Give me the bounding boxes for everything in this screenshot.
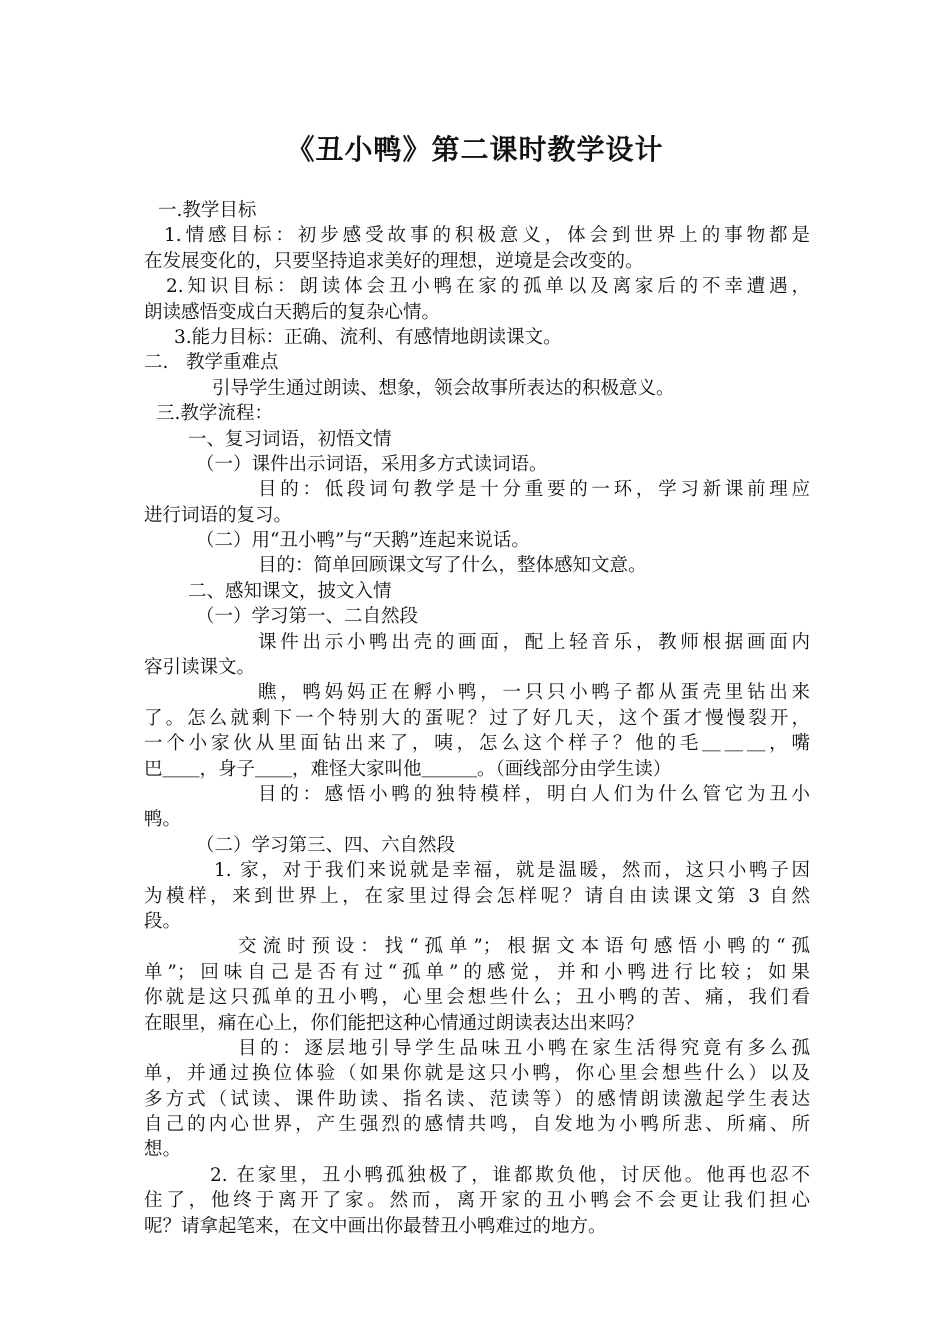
text-line: 朗读感悟变成白天鹅后的复杂心情。 — [144, 301, 441, 323]
text-line: 目的：逐层地引导学生品味丑小鸭在家生活得究竟有多么孤 — [238, 1037, 810, 1059]
text-line: 二. 教学重难点 — [144, 352, 279, 374]
text-line: 2.知识目标：朗读体会丑小鸭在家的孤单以及离家后的不幸遭遇， — [166, 276, 810, 298]
text-line: 1. 家，对于我们来说就是幸福，就是温暖，然而，这只小鸭子因 — [214, 860, 810, 882]
text-line: 在眼里，痛在心上，你们能把这种心情通过朗读表达出来吗？ — [144, 1012, 644, 1034]
text-line: 单，并通过换位体验（如果你就是这只小鸭，你心里会想些什么）以及 — [144, 1063, 810, 1085]
text-line: 进行词语的复习。 — [144, 504, 293, 526]
text-line: 你就是这只孤单的丑小鸭，心里会想些什么；丑小鸭的苦、痛，我们看 — [144, 987, 810, 1009]
text-line: 二、感知课文，披文入情 — [188, 580, 392, 602]
text-line: 在发展变化的，只要坚持追求美好的理想，逆境是会改变的。 — [144, 250, 644, 272]
text-line: 目的：简单回顾课文写了什么，整体感知文意。 — [258, 555, 647, 577]
text-line: 单”；回味自己是否有过“孤单”的感觉，并和小鸭进行比较；如果 — [144, 961, 810, 983]
text-line: 住了，他终于离开了家。然而，离开家的丑小鸭会不会更让我们担心 — [144, 1190, 810, 1212]
text-line: 交流时预设：找“孤单”；根据文本语句感悟小鸭的“孤 — [238, 936, 810, 958]
text-line: 多方式（试读、课件助读、指名读、范读等）的感情朗读激起学生表达 — [144, 1088, 810, 1110]
text-line: 目的：感悟小鸭的独特模样，明白人们为什么管它为丑小 — [258, 783, 810, 805]
text-line: 容引读课文。 — [144, 657, 256, 679]
text-line: 一个小家伙从里面钻出来了，咦，怎么这个样子？他的毛＿＿＿，嘴 — [144, 733, 810, 755]
text-line: 引导学生通过朗读、想象，领会故事所表达的积极意义。 — [212, 377, 675, 399]
text-line: （二）学习第三、四、六自然段 — [196, 834, 456, 856]
text-line: 一.教学目标 — [158, 200, 257, 221]
text-line: 课件出示小鸭出壳的画面，配上轻音乐，教师根据画面内 — [258, 631, 810, 653]
text-line: 瞧，鸭妈妈正在孵小鸭，一只只小鸭子都从蛋壳里钻出来 — [258, 682, 810, 704]
text-line: 巴＿＿，身子＿＿，难怪大家叫他＿＿＿。（画线部分由学生读） — [144, 758, 672, 780]
text-line: 段。 — [144, 910, 182, 932]
text-line: 为模样，来到世界上，在家里过得会怎样呢？请自由读课文第 3 自然 — [144, 885, 810, 907]
text-line: 呢？请拿起笔来，在文中画出你最替丑小鸭难过的地方。 — [144, 1215, 607, 1237]
text-line: 2. 在家里，丑小鸭孤独极了，谁都欺负他，讨厌他。他再也忍不 — [210, 1164, 810, 1186]
text-line: 鸭。 — [144, 809, 182, 831]
text-line: 1.情感目标：初步感受故事的积极意义，体会到世界上的事物都是 — [164, 225, 810, 247]
text-line: （二）用“丑小鸭”与“天鹅”连起来说话。 — [196, 530, 530, 552]
text-line: （一）学习第一、二自然段 — [196, 606, 419, 628]
text-line: 一、复习词语，初悟文情 — [188, 428, 392, 450]
text-line: 自己的内心世界，产生强烈的感情共鸣，自发地为小鸭所悲、所痛、所 — [144, 1114, 810, 1136]
text-line: 3.能力目标：正确、流利、有感情地朗读课文。 — [174, 326, 562, 348]
text-line: （一）课件出示词语，采用多方式读词语。 — [196, 453, 548, 475]
text-line: 了。怎么就剩下一个特别大的蛋呢？过了好几天，这个蛋才慢慢裂开， — [144, 707, 810, 729]
text-line: 想。 — [144, 1139, 182, 1161]
text-line: 三.教学流程： — [156, 403, 273, 425]
text-line: 目的：低段词句教学是十分重要的一环，学习新课前理应 — [258, 479, 810, 501]
document-body — [144, 198, 810, 1239]
document-title: 《丑小鸭》第二课时教学设计 — [286, 133, 664, 166]
